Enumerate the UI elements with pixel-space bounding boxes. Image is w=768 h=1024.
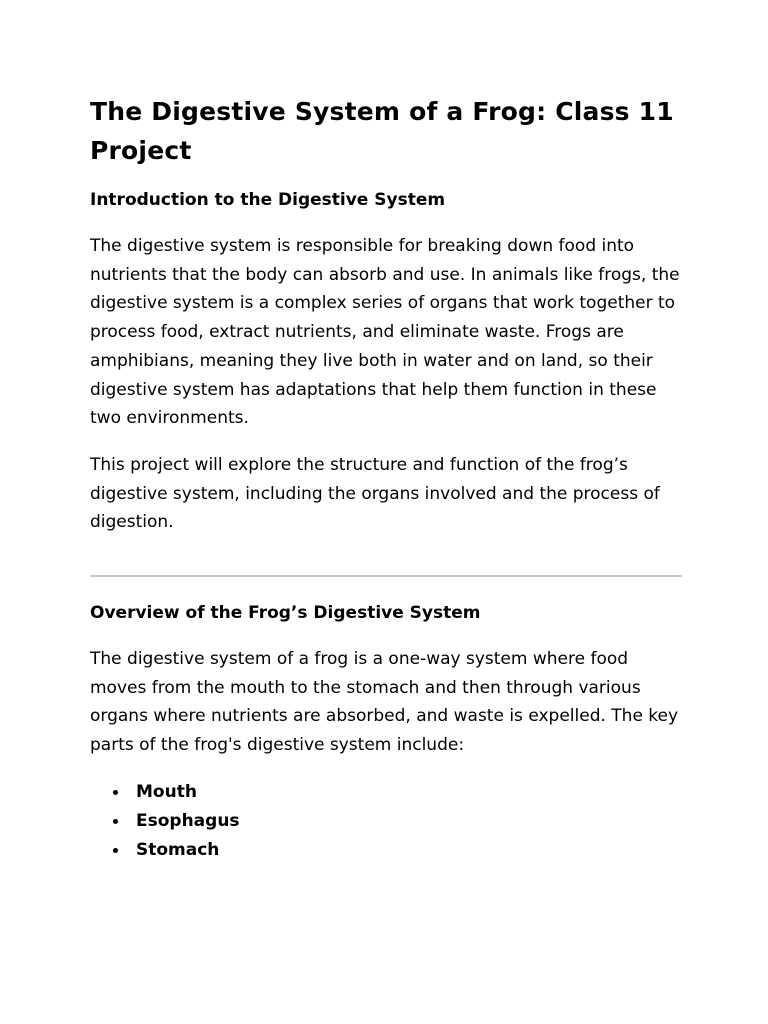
- organ-list: [90, 778, 682, 865]
- section-heading-overview: Overview of the Frog’s Digestive System: [90, 603, 481, 624]
- list-item-label: Esophagus: [136, 810, 240, 831]
- bullet-icon: [113, 819, 118, 824]
- bullet-icon: [113, 790, 118, 795]
- list-item: [110, 778, 682, 807]
- section-overview: [90, 601, 682, 865]
- bullet-icon: [113, 848, 118, 853]
- list-item: [110, 836, 682, 865]
- document-page: [90, 92, 682, 865]
- document-title: The Digestive System of a Frog: Class 11 Project: [90, 97, 674, 165]
- section-introduction: [90, 188, 682, 537]
- paragraph: This project will explore the structure and function of the frog’s digestive system, including the organs involved and the process of digestion.: [90, 454, 660, 533]
- section-divider: [90, 575, 682, 577]
- list-item: [110, 807, 682, 836]
- section-heading-introduction: Introduction to the Digestive System: [90, 190, 446, 210]
- paragraph: The digestive system is responsible for breaking down food into nutrients that the body can absorb and use. In animals like frogs, the digestive system is a complex series of organs that work together to process food, extract nutrients, and eliminate waste. Frogs are amphibians, meaning they live both in water and on land, so their digestive system has adaptations that help them function in these two environments.: [90, 236, 680, 429]
- paragraph: The digestive system of a frog is a one-way system where food moves from the mouth to the stomach and then through various organs where nutrients are absorbed, and waste is expelled. The key parts of the frog's digestive system include:: [90, 649, 679, 756]
- list-item-label: Stomach: [136, 839, 220, 860]
- list-item-label: Mouth: [136, 781, 197, 802]
